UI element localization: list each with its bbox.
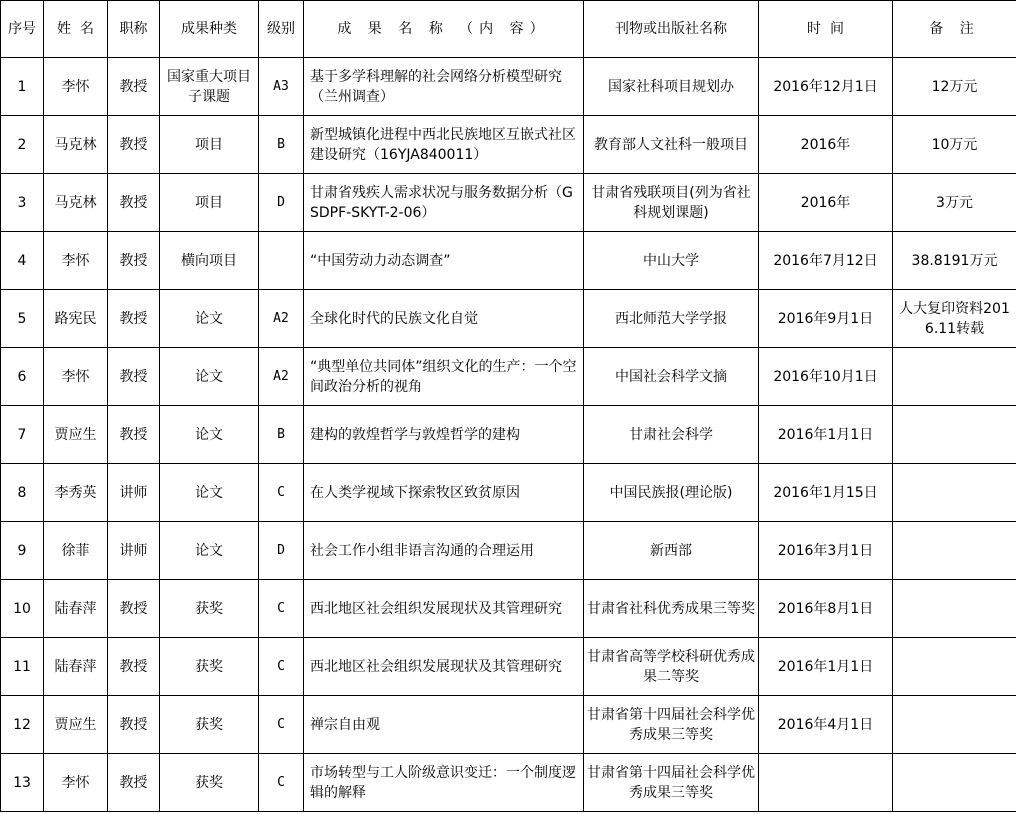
cell-time: 2016年10月1日 bbox=[759, 348, 893, 406]
cell-kind: 项目 bbox=[160, 116, 259, 174]
cell-no: 1 bbox=[1, 58, 44, 116]
cell-achievement: “典型单位共同体”组织文化的生产：一个空间政治分析的视角 bbox=[304, 348, 584, 406]
cell-no: 13 bbox=[1, 754, 44, 812]
table-row bbox=[1, 348, 1016, 406]
cell-level: A2 bbox=[259, 290, 304, 348]
cell-publisher: 中国民族报(理论版) bbox=[584, 464, 759, 522]
cell-publisher: 国家社科项目规划办 bbox=[584, 58, 759, 116]
cell-title: 教授 bbox=[108, 290, 160, 348]
header-publisher: 刊物或出版社名称 bbox=[584, 1, 759, 58]
cell-time bbox=[759, 754, 893, 812]
cell-remark bbox=[893, 754, 1016, 812]
cell-publisher: 甘肃省第十四届社会科学优秀成果三等奖 bbox=[584, 754, 759, 812]
table-row bbox=[1, 464, 1016, 522]
cell-title: 讲师 bbox=[108, 464, 160, 522]
cell-title: 教授 bbox=[108, 58, 160, 116]
cell-publisher: 甘肃省社科优秀成果三等奖 bbox=[584, 580, 759, 638]
cell-no: 9 bbox=[1, 522, 44, 580]
cell-remark: 12万元 bbox=[893, 58, 1016, 116]
cell-publisher: 教育部人文社科一般项目 bbox=[584, 116, 759, 174]
cell-level: C bbox=[259, 464, 304, 522]
cell-name: 路宪民 bbox=[44, 290, 108, 348]
cell-remark bbox=[893, 638, 1016, 696]
cell-title: 讲师 bbox=[108, 522, 160, 580]
cell-remark bbox=[893, 406, 1016, 464]
cell-level: D bbox=[259, 174, 304, 232]
cell-kind: 获奖 bbox=[160, 638, 259, 696]
cell-remark bbox=[893, 464, 1016, 522]
cell-achievement: 建构的敦煌哲学与敦煌哲学的建构 bbox=[304, 406, 584, 464]
cell-name: 贾应生 bbox=[44, 696, 108, 754]
cell-achievement: 基于多学科理解的社会网络分析模型研究（兰州调查） bbox=[304, 58, 584, 116]
header-achievement: 成 果 名 称 （内 容） bbox=[304, 1, 584, 58]
cell-name: 马克林 bbox=[44, 116, 108, 174]
cell-title: 教授 bbox=[108, 174, 160, 232]
table-row bbox=[1, 696, 1016, 754]
cell-level: A3 bbox=[259, 58, 304, 116]
cell-title: 教授 bbox=[108, 232, 160, 290]
cell-name: 李怀 bbox=[44, 754, 108, 812]
cell-name: 李秀英 bbox=[44, 464, 108, 522]
cell-time: 2016年 bbox=[759, 116, 893, 174]
cell-title: 教授 bbox=[108, 754, 160, 812]
cell-name: 陆春萍 bbox=[44, 580, 108, 638]
cell-remark: 人大复印资料2016.11转载 bbox=[893, 290, 1016, 348]
cell-title: 教授 bbox=[108, 116, 160, 174]
cell-time: 2016年1月1日 bbox=[759, 638, 893, 696]
header-no: 序号 bbox=[1, 1, 44, 58]
cell-time: 2016年1月1日 bbox=[759, 406, 893, 464]
cell-no: 4 bbox=[1, 232, 44, 290]
cell-no: 6 bbox=[1, 348, 44, 406]
cell-remark bbox=[893, 348, 1016, 406]
cell-name: 李怀 bbox=[44, 232, 108, 290]
cell-time: 2016年1月15日 bbox=[759, 464, 893, 522]
table-row bbox=[1, 406, 1016, 464]
cell-publisher: 新西部 bbox=[584, 522, 759, 580]
cell-publisher: 中国社会科学文摘 bbox=[584, 348, 759, 406]
cell-time: 2016年9月1日 bbox=[759, 290, 893, 348]
cell-time: 2016年4月1日 bbox=[759, 696, 893, 754]
cell-achievement: 在人类学视域下探索牧区致贫原因 bbox=[304, 464, 584, 522]
cell-no: 12 bbox=[1, 696, 44, 754]
cell-title: 教授 bbox=[108, 638, 160, 696]
cell-kind: 论文 bbox=[160, 290, 259, 348]
cell-name: 马克林 bbox=[44, 174, 108, 232]
cell-remark bbox=[893, 696, 1016, 754]
cell-title: 教授 bbox=[108, 406, 160, 464]
cell-remark: 10万元 bbox=[893, 116, 1016, 174]
cell-remark bbox=[893, 522, 1016, 580]
cell-name: 徐菲 bbox=[44, 522, 108, 580]
cell-publisher: 甘肃省残联项目(列为省社科规划课题) bbox=[584, 174, 759, 232]
cell-achievement: 市场转型与工人阶级意识变迁：一个制度逻辑的解释 bbox=[304, 754, 584, 812]
cell-level bbox=[259, 232, 304, 290]
header-kind: 成果种类 bbox=[160, 1, 259, 58]
cell-level: A2 bbox=[259, 348, 304, 406]
cell-remark bbox=[893, 580, 1016, 638]
cell-title: 教授 bbox=[108, 348, 160, 406]
cell-publisher: 西北师范大学学报 bbox=[584, 290, 759, 348]
cell-level: B bbox=[259, 406, 304, 464]
cell-level: C bbox=[259, 754, 304, 812]
cell-level: B bbox=[259, 116, 304, 174]
table-row bbox=[1, 522, 1016, 580]
cell-time: 2016年8月1日 bbox=[759, 580, 893, 638]
table-row bbox=[1, 174, 1016, 232]
cell-kind: 获奖 bbox=[160, 754, 259, 812]
cell-remark: 38.8191万元 bbox=[893, 232, 1016, 290]
cell-remark: 3万元 bbox=[893, 174, 1016, 232]
cell-kind: 获奖 bbox=[160, 696, 259, 754]
cell-no: 10 bbox=[1, 580, 44, 638]
table-row bbox=[1, 638, 1016, 696]
cell-level: D bbox=[259, 522, 304, 580]
table-row bbox=[1, 754, 1016, 812]
cell-kind: 横向项目 bbox=[160, 232, 259, 290]
cell-title: 教授 bbox=[108, 580, 160, 638]
cell-name: 陆春萍 bbox=[44, 638, 108, 696]
header-row bbox=[1, 1, 1016, 58]
cell-achievement: “中国劳动力动态调查” bbox=[304, 232, 584, 290]
table-body bbox=[1, 58, 1016, 812]
cell-kind: 获奖 bbox=[160, 580, 259, 638]
cell-achievement: 西北地区社会组织发展现状及其管理研究 bbox=[304, 580, 584, 638]
cell-title: 教授 bbox=[108, 696, 160, 754]
header-remark: 备 注 bbox=[893, 1, 1016, 58]
header-name: 姓 名 bbox=[44, 1, 108, 58]
cell-no: 8 bbox=[1, 464, 44, 522]
cell-achievement: 社会工作小组非语言沟通的合理运用 bbox=[304, 522, 584, 580]
cell-level: C bbox=[259, 638, 304, 696]
table-row bbox=[1, 580, 1016, 638]
cell-no: 11 bbox=[1, 638, 44, 696]
cell-kind: 论文 bbox=[160, 406, 259, 464]
cell-achievement: 全球化时代的民族文化自觉 bbox=[304, 290, 584, 348]
cell-achievement: 甘肃省残疾人需求状况与服务数据分析（GSDPF-SKYT-2-06） bbox=[304, 174, 584, 232]
cell-publisher: 甘肃省第十四届社会科学优秀成果三等奖 bbox=[584, 696, 759, 754]
cell-publisher: 甘肃社会科学 bbox=[584, 406, 759, 464]
cell-kind: 论文 bbox=[160, 522, 259, 580]
cell-time: 2016年 bbox=[759, 174, 893, 232]
header-title: 职称 bbox=[108, 1, 160, 58]
table-row bbox=[1, 290, 1016, 348]
cell-name: 李怀 bbox=[44, 58, 108, 116]
cell-achievement: 新型城镇化进程中西北民族地区互嵌式社区建设研究（16YJA840011） bbox=[304, 116, 584, 174]
cell-name: 贾应生 bbox=[44, 406, 108, 464]
cell-no: 3 bbox=[1, 174, 44, 232]
cell-kind: 论文 bbox=[160, 348, 259, 406]
cell-publisher: 甘肃省高等学校科研优秀成果二等奖 bbox=[584, 638, 759, 696]
table-row bbox=[1, 116, 1016, 174]
header-time: 时 间 bbox=[759, 1, 893, 58]
cell-kind: 论文 bbox=[160, 464, 259, 522]
cell-no: 5 bbox=[1, 290, 44, 348]
cell-achievement: 西北地区社会组织发展现状及其管理研究 bbox=[304, 638, 584, 696]
cell-name: 李怀 bbox=[44, 348, 108, 406]
table-row bbox=[1, 232, 1016, 290]
cell-time: 2016年3月1日 bbox=[759, 522, 893, 580]
cell-no: 7 bbox=[1, 406, 44, 464]
table-row bbox=[1, 58, 1016, 116]
cell-level: C bbox=[259, 580, 304, 638]
cell-time: 2016年12月1日 bbox=[759, 58, 893, 116]
cell-publisher: 中山大学 bbox=[584, 232, 759, 290]
cell-level: C bbox=[259, 696, 304, 754]
cell-kind: 国家重大项目子课题 bbox=[160, 58, 259, 116]
cell-achievement: 禅宗自由观 bbox=[304, 696, 584, 754]
cell-no: 2 bbox=[1, 116, 44, 174]
cell-kind: 项目 bbox=[160, 174, 259, 232]
cell-time: 2016年7月12日 bbox=[759, 232, 893, 290]
header-level: 级别 bbox=[259, 1, 304, 58]
